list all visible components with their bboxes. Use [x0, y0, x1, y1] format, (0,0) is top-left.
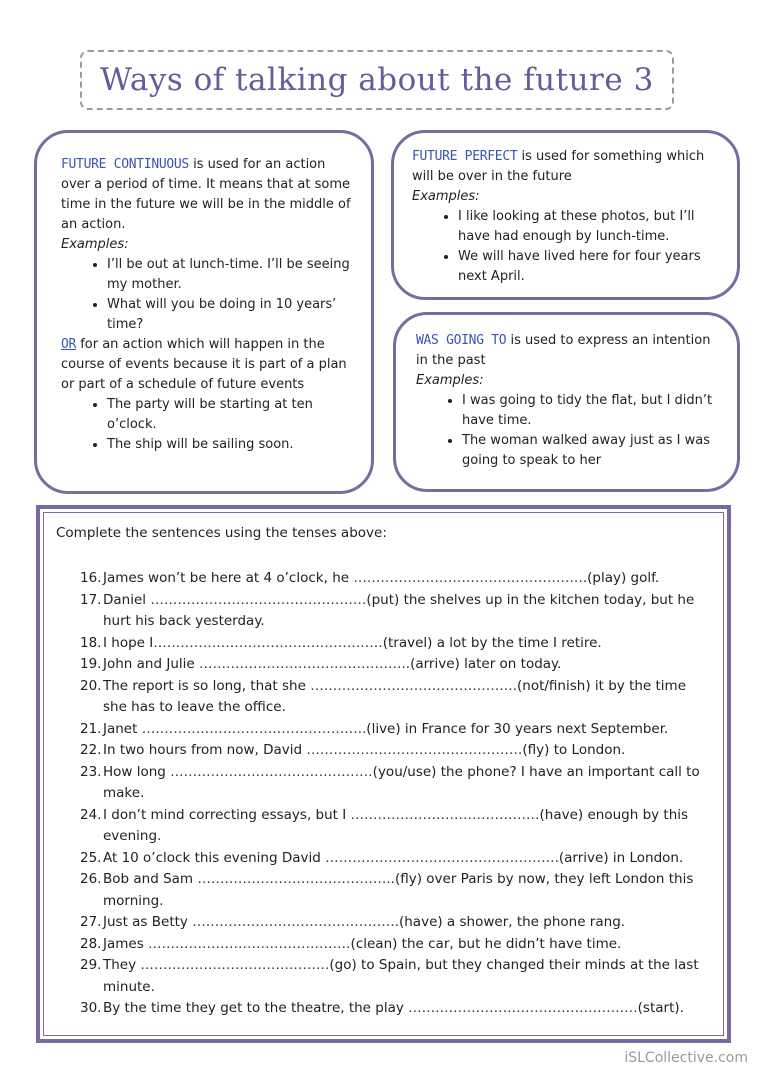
exercise-panel-inner [43, 512, 724, 1036]
item-after: (put) the shelves up in the kitchen today, but he hurt his back yesterday. [103, 591, 695, 629]
list-item: • The party will be starting at ten o’clock. [107, 395, 351, 435]
item-number: 28. [80, 935, 102, 952]
item-number: 29. [80, 957, 102, 973]
item-after: (arrive) in London. [558, 849, 684, 866]
exercise-item [80, 998, 710, 1020]
item-after: (you/use) the phone? I have an important call to make. [103, 763, 700, 801]
item-after: (start). [637, 1000, 684, 1016]
list-item: • The ship will be sailing soon. [107, 435, 351, 455]
item-after: (fly) to London. [522, 742, 626, 758]
fc-examples-list [61, 255, 351, 335]
list-item: • The woman walked away just as I was going to speak to her [462, 431, 719, 471]
item-after: (arrive) later on today. [410, 656, 562, 672]
item-before: At 10 o’clock this evening David [103, 849, 326, 866]
item-text [103, 805, 710, 848]
fc-or-keyword: OR [61, 337, 77, 352]
item-number: 25. [80, 849, 102, 866]
item-number: 17. [80, 591, 102, 608]
item-before: James [103, 935, 149, 952]
exercise-item [80, 740, 710, 762]
fp-keyword: FUTURE PERFECT [412, 149, 518, 164]
item-before: I don’t mind correcting essays, but I [103, 806, 351, 823]
fp-examples-list [412, 207, 719, 287]
list-item: • I like looking at these photos, but I’ll have had enough by lunch-time. [458, 207, 719, 247]
answer-blank[interactable]: ………………………………………… [150, 591, 367, 608]
item-number: 23. [80, 763, 102, 780]
item-text [103, 912, 710, 934]
item-text [103, 568, 710, 590]
item-before: Janet [103, 720, 142, 737]
list-item: • What will you be doing in 10 years’ time? [107, 295, 351, 335]
item-after: (fly) over Paris by now, they left London this morning. [103, 871, 694, 909]
exercise-items [80, 568, 710, 1020]
page-title: Ways of talking about the future 3 [100, 62, 654, 98]
item-text [103, 762, 710, 805]
answer-blank[interactable]: ………………………………………. [192, 914, 399, 930]
exercise-item [80, 676, 710, 719]
answer-blank[interactable]: ……………………………………… [148, 935, 351, 952]
answer-blank[interactable]: …………………………………… [140, 957, 330, 973]
item-before: They [103, 957, 141, 973]
exercise-item [80, 869, 710, 912]
answer-blank[interactable]: …………………………………………… [353, 570, 583, 586]
wgt-examples-label: Examples: [416, 373, 484, 388]
answer-blank[interactable]: ………………………………………….. [141, 720, 367, 737]
item-number: 16. [80, 570, 102, 586]
item-before: I hope I [103, 634, 154, 651]
item-before: In two hours from now, David [103, 742, 307, 758]
fp-definition: FUTURE PERFECT is used for something which will be over in the future [412, 149, 705, 184]
item-number: 22. [80, 742, 102, 758]
exercise-item [80, 719, 710, 741]
item-text [103, 719, 710, 741]
exercise-item [80, 912, 710, 934]
item-text [103, 654, 710, 676]
item-text [103, 590, 710, 633]
item-text [103, 998, 710, 1020]
item-after: (clean) the car, but he didn’t have time. [350, 935, 622, 952]
item-before: James won’t be here at 4 o’clock, he [103, 570, 354, 586]
fc-or-examples-list [61, 395, 351, 455]
item-text [103, 740, 710, 762]
exercise-item [80, 654, 710, 676]
footer-watermark: iSLCollective.com [624, 1050, 748, 1066]
answer-blank[interactable]: ……………………………………….. [198, 656, 411, 672]
list-item: • I’ll be out at lunch-time. I’ll be seeing my mother. [107, 255, 351, 295]
item-after: (live) in France for 30 years next September. [366, 720, 669, 737]
item-number: 21. [80, 720, 102, 737]
title-box [80, 50, 674, 110]
item-before: John and Julie [103, 656, 199, 672]
list-item: • We will have lived here for four years next April. [458, 247, 719, 287]
item-after: (go) to Spain, but they changed their minds at the last minute. [103, 957, 699, 995]
exercise-instruction: Complete the sentences using the tenses above: [56, 525, 387, 541]
item-number: 27. [80, 914, 102, 930]
item-after: (travel) a lot by the time I retire. [382, 634, 602, 651]
item-number: 24. [80, 806, 102, 823]
fp-examples-label: Examples: [412, 189, 480, 204]
item-number: 26. [80, 871, 102, 887]
fc-examples-label: Examples: [61, 237, 129, 252]
exercise-item [80, 934, 710, 956]
answer-blank[interactable]: ………………………………………… [306, 742, 523, 758]
answer-blank[interactable]: ………………………………………. [310, 677, 517, 694]
item-text [103, 869, 710, 912]
item-text [103, 955, 710, 998]
exercise-item [80, 805, 710, 848]
wgt-examples-list [416, 391, 719, 471]
answer-blank[interactable]: …………………………………… [350, 806, 540, 823]
item-text [103, 934, 710, 956]
item-after: (have) enough by this evening. [103, 806, 689, 844]
item-number: 18. [80, 634, 102, 651]
item-before: How long [103, 763, 171, 780]
item-before: The report is so long, that she [103, 677, 311, 694]
item-number: 20. [80, 677, 102, 694]
fc-definition: FUTURE CONTINUOUS is used for an action over a period of time. It means that at some time in the future we will be in the middle of an action. [61, 157, 351, 232]
item-after: (have) a shower, the phone rang. [398, 914, 626, 930]
exercise-item [80, 762, 710, 805]
exercise-item [80, 633, 710, 655]
item-before: Bob and Sam [103, 871, 198, 887]
future-continuous-box [34, 130, 374, 494]
exercise-item [80, 568, 710, 590]
answer-blank[interactable]: ……………………………………… [170, 763, 373, 780]
item-before: Daniel [103, 591, 151, 608]
exercise-item [80, 590, 710, 633]
fc-or-definition: OR for an action which will happen in the course of events because it is part of a plan or part of a schedule of future events [61, 337, 347, 392]
exercise-item [80, 848, 710, 870]
exercise-item [80, 955, 710, 998]
answer-blank[interactable]: …………………………………………… [408, 1000, 638, 1016]
answer-blank[interactable]: …………………………………….. [197, 871, 395, 887]
item-number: 19. [80, 656, 102, 672]
wgt-keyword: WAS GOING TO [416, 333, 507, 348]
item-before: Just as Betty [103, 914, 193, 930]
item-number: 30. [80, 1000, 102, 1016]
wgt-definition: WAS GOING TO is used to express an intention in the past [416, 333, 711, 368]
was-going-to-box [393, 312, 740, 492]
exercise-panel [36, 505, 731, 1043]
answer-blank[interactable]: …………………………………………… [153, 634, 383, 651]
item-before: By the time they get to the theatre, the play [103, 1000, 409, 1016]
item-text [103, 676, 710, 719]
list-item: • I was going to tidy the flat, but I didn’t have time. [462, 391, 719, 431]
fc-keyword: FUTURE CONTINUOUS [61, 157, 189, 172]
item-after: (not/finish) it by the time she has to leave the office. [103, 677, 687, 715]
item-text [103, 848, 710, 870]
answer-blank[interactable]: ……………………………………………. [325, 849, 559, 866]
future-perfect-box [391, 130, 740, 300]
item-after: .(play) golf. [582, 570, 660, 586]
item-text [103, 633, 710, 655]
